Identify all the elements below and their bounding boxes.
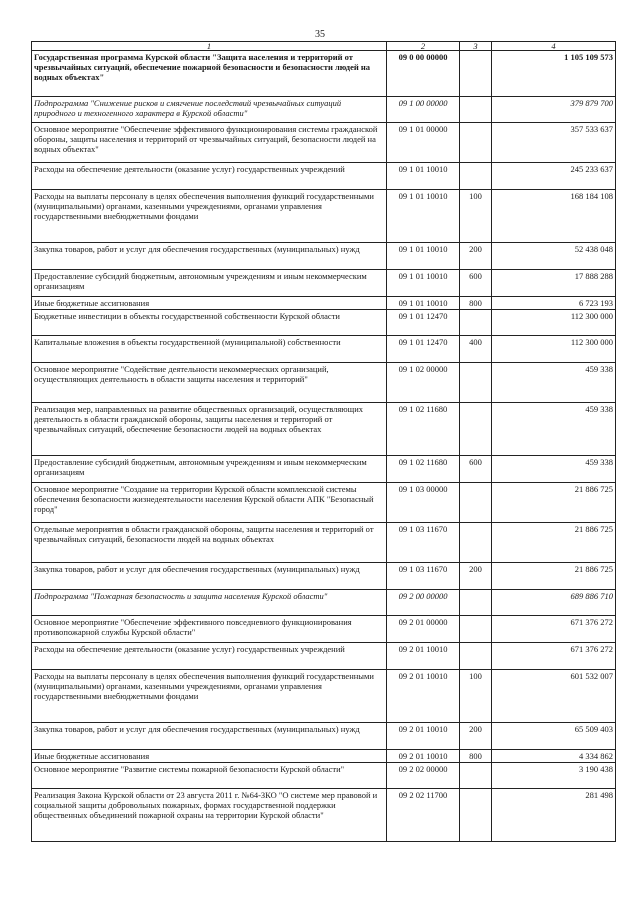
table-row (32, 483, 616, 523)
target-code-cell: 09 1 01 12470 (387, 336, 460, 363)
target-code-cell: 09 1 01 12470 (387, 310, 460, 336)
target-code-cell: 09 1 03 00000 (387, 483, 460, 523)
page-number: 35 (315, 29, 325, 40)
expense-type-cell (460, 523, 492, 563)
table-row (32, 456, 616, 483)
row-name-cell: Иные бюджетные ассигнования (32, 750, 387, 763)
amount-cell: 65 509 403 (492, 723, 616, 750)
expense-type-cell: 600 (460, 456, 492, 483)
amount-cell: 459 338 (492, 456, 616, 483)
target-code-cell: 09 1 02 11680 (387, 403, 460, 456)
expense-type-cell (460, 310, 492, 336)
expense-type-cell (460, 763, 492, 789)
table-row (32, 123, 616, 163)
row-name-cell: Закупка товаров, работ и услуг для обеспечения государственных (муниципальных) нужд (32, 243, 387, 270)
table-row (32, 51, 616, 97)
amount-cell: 281 498 (492, 789, 616, 842)
row-name-cell: Реализация Закона Курской области от 23 августа 2011 г. №64-ЗКО "О системе мер правовой и социальной защиты добровольных пожарных, формах государственной поддержки общественных объединений пожарной охраны на территории Курской области" (32, 789, 387, 842)
expense-type-cell (460, 616, 492, 643)
amount-cell: 689 886 710 (492, 590, 616, 616)
row-name-cell: Расходы на обеспечение деятельности (оказание услуг) государственных учреждений (32, 163, 387, 190)
expense-type-cell: 800 (460, 750, 492, 763)
amount-cell: 6 723 193 (492, 297, 616, 310)
target-code-cell: 09 1 01 10010 (387, 163, 460, 190)
target-code-cell: 09 1 03 11670 (387, 563, 460, 590)
target-code-cell: 09 1 02 00000 (387, 363, 460, 403)
amount-cell: 245 233 637 (492, 163, 616, 190)
row-name-cell: Расходы на выплаты персоналу в целях обеспечения выполнения функций государственными (муниципальными) органами, казенными учреждениями, органами управления государственными внебюджетными фондами (32, 670, 387, 723)
expense-type-cell (460, 403, 492, 456)
expense-type-cell: 600 (460, 270, 492, 297)
expense-type-cell (460, 97, 492, 123)
target-code-cell: 09 1 01 10010 (387, 243, 460, 270)
table-row (32, 750, 616, 763)
table-row (32, 789, 616, 842)
table-row (32, 163, 616, 190)
target-code-cell: 09 2 02 00000 (387, 763, 460, 789)
target-code-cell: 09 1 02 11680 (387, 456, 460, 483)
table-row (32, 523, 616, 563)
amount-cell: 459 338 (492, 363, 616, 403)
row-name-cell: Отдельные мероприятия в области гражданской обороны, защиты населения и территорий от чрезвычайных ситуаций, безопасности людей на водных объектах (32, 523, 387, 563)
amount-cell: 357 533 637 (492, 123, 616, 163)
expense-type-cell: 800 (460, 297, 492, 310)
target-code-cell: 09 2 01 10010 (387, 750, 460, 763)
column-number: 2 (387, 42, 460, 51)
amount-cell: 1 105 109 573 (492, 51, 616, 97)
target-code-cell: 09 2 01 10010 (387, 643, 460, 670)
table-row (32, 270, 616, 297)
column-number-row (32, 42, 616, 51)
row-name-cell: Расходы на выплаты персоналу в целях обеспечения выполнения функций государственными (муниципальными) органами, казенными учреждениями, органами управления государственными внебюджетными фондами (32, 190, 387, 243)
target-code-cell: 09 1 03 11670 (387, 523, 460, 563)
row-name-cell: Расходы на обеспечение деятельности (оказание услуг) государственных учреждений (32, 643, 387, 670)
expense-type-cell (460, 483, 492, 523)
table-row (32, 97, 616, 123)
row-name-cell: Бюджетные инвестиции в объекты государственной собственности Курской области (32, 310, 387, 336)
row-name-cell: Предоставление субсидий бюджетным, автономным учреждениям и иным некоммерческим организациям (32, 456, 387, 483)
amount-cell: 112 300 000 (492, 310, 616, 336)
row-name-cell: Подпрограмма "Пожарная безопасность и защита населения Курской области" (32, 590, 387, 616)
table-row (32, 297, 616, 310)
budget-table (31, 41, 616, 842)
table-row (32, 190, 616, 243)
amount-cell: 21 886 725 (492, 483, 616, 523)
expense-type-cell (460, 123, 492, 163)
amount-cell: 168 184 108 (492, 190, 616, 243)
expense-type-cell (460, 163, 492, 190)
target-code-cell: 09 2 02 11700 (387, 789, 460, 842)
amount-cell: 379 879 700 (492, 97, 616, 123)
table-row (32, 243, 616, 270)
expense-type-cell (460, 51, 492, 97)
row-name-cell: Закупка товаров, работ и услуг для обеспечения государственных (муниципальных) нужд (32, 723, 387, 750)
amount-cell: 459 338 (492, 403, 616, 456)
target-code-cell: 09 1 01 10010 (387, 297, 460, 310)
expense-type-cell (460, 590, 492, 616)
row-name-cell: Закупка товаров, работ и услуг для обеспечения государственных (муниципальных) нужд (32, 563, 387, 590)
table-row (32, 310, 616, 336)
row-name-cell: Государственная программа Курской области "Защита населения и территорий от чрезвычайных ситуаций, обеспечение пожарной безопасности и безопасности людей на водных объектах" (32, 51, 387, 97)
row-name-cell: Капитальные вложения в объекты государственной (муниципальной) собственности (32, 336, 387, 363)
target-code-cell: 09 1 00 00000 (387, 97, 460, 123)
target-code-cell: 09 0 00 00000 (387, 51, 460, 97)
target-code-cell: 09 1 01 10010 (387, 270, 460, 297)
amount-cell: 4 334 862 (492, 750, 616, 763)
target-code-cell: 09 1 01 00000 (387, 123, 460, 163)
table-row (32, 403, 616, 456)
amount-cell: 601 532 007 (492, 670, 616, 723)
table-row (32, 723, 616, 750)
amount-cell: 52 438 048 (492, 243, 616, 270)
expense-type-cell: 100 (460, 670, 492, 723)
expense-type-cell: 200 (460, 243, 492, 270)
column-number: 3 (460, 42, 492, 51)
expense-type-cell: 200 (460, 723, 492, 750)
expense-type-cell: 100 (460, 190, 492, 243)
amount-cell: 21 886 725 (492, 563, 616, 590)
expense-type-cell (460, 643, 492, 670)
target-code-cell: 09 2 01 10010 (387, 723, 460, 750)
expense-type-cell (460, 363, 492, 403)
column-number: 1 (32, 42, 387, 51)
target-code-cell: 09 2 01 00000 (387, 616, 460, 643)
amount-cell: 3 190 438 (492, 763, 616, 789)
expense-type-cell (460, 789, 492, 842)
row-name-cell: Реализация мер, направленных на развитие общественных организаций, осуществляющих деятельность в области гражданской обороны, защиты населения и территорий от чрезвычайных ситуаций, обеспечение безопасности людей на водных объектах (32, 403, 387, 456)
amount-cell: 671 376 272 (492, 643, 616, 670)
table-row (32, 763, 616, 789)
row-name-cell: Основное мероприятие "Развитие системы пожарной безопасности Курской области" (32, 763, 387, 789)
table-row (32, 363, 616, 403)
table-row (32, 563, 616, 590)
table-row (32, 670, 616, 723)
row-name-cell: Основное мероприятие "Создание на территории Курской области комплексной системы обеспечения безопасности жизнедеятельности населения Курской области АПК "Безопасный город" (32, 483, 387, 523)
expense-type-cell: 400 (460, 336, 492, 363)
table-row (32, 643, 616, 670)
row-name-cell: Подпрограмма "Снижение рисков и смягчение последствий чрезвычайных ситуаций природного и техногенного характера в Курской области" (32, 97, 387, 123)
column-number: 4 (492, 42, 616, 51)
row-name-cell: Основное мероприятие "Обеспечение эффективного функционирования системы гражданской обороны, защиты населения и территорий от чрезвычайных ситуаций, безопасности людей на водных объектах" (32, 123, 387, 163)
target-code-cell: 09 1 01 10010 (387, 190, 460, 243)
expense-type-cell: 200 (460, 563, 492, 590)
row-name-cell: Основное мероприятие "Содействие деятельности некоммерческих организаций, осуществляющих деятельность в области защиты населения и территорий" (32, 363, 387, 403)
amount-cell: 21 886 725 (492, 523, 616, 563)
amount-cell: 17 888 288 (492, 270, 616, 297)
amount-cell: 671 376 272 (492, 616, 616, 643)
table-row (32, 336, 616, 363)
row-name-cell: Основное мероприятие "Обеспечение эффективного повседневного функционирования противопожарной службы Курской области" (32, 616, 387, 643)
table-row (32, 616, 616, 643)
amount-cell: 112 300 000 (492, 336, 616, 363)
target-code-cell: 09 2 01 10010 (387, 670, 460, 723)
table-row (32, 590, 616, 616)
row-name-cell: Иные бюджетные ассигнования (32, 297, 387, 310)
target-code-cell: 09 2 00 00000 (387, 590, 460, 616)
row-name-cell: Предоставление субсидий бюджетным, автономным учреждениям и иным некоммерческим организациям (32, 270, 387, 297)
